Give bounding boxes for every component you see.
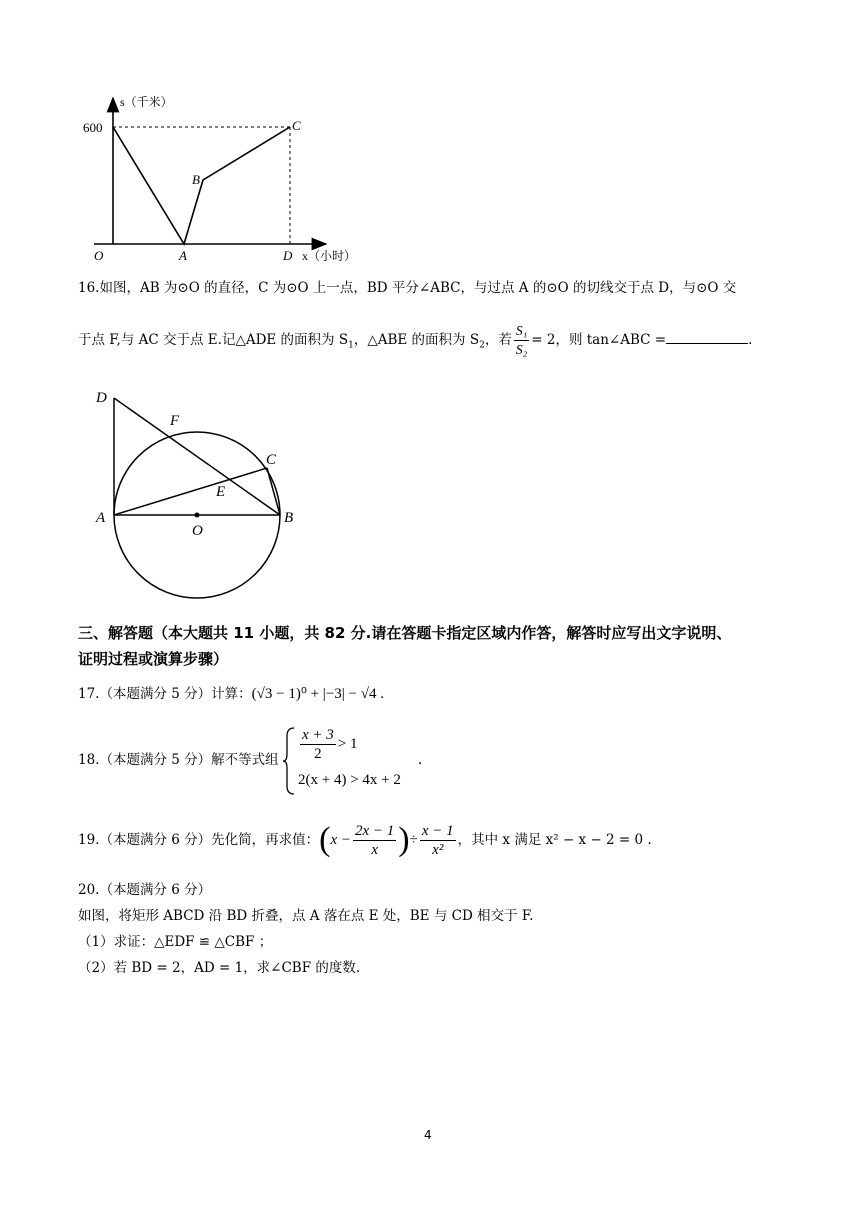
q18-brace <box>282 726 296 796</box>
q19-frac2-num: x − 1 <box>421 822 454 839</box>
point-b-label: B <box>192 172 200 187</box>
label-o: O <box>192 523 203 539</box>
q19-div: ÷ <box>409 832 418 848</box>
q19 <box>78 818 652 862</box>
q18-frac-den: 2 <box>314 746 322 762</box>
q17-prefix: 17.（本题满分 5 分）计算： <box>78 686 252 702</box>
q19-frac1 <box>353 822 396 859</box>
origin-label: O <box>94 248 104 263</box>
q16-sub1: 1 <box>348 340 354 351</box>
q18-prefix: 18.（本题满分 5 分）解不等式组 <box>78 752 279 768</box>
section3-heading-line2: 证明过程或演算步骤） <box>78 650 229 668</box>
q20-line3: （2）若 BD = 2，AD = 1，求∠CBF 的度数. <box>78 960 361 976</box>
q17 <box>78 684 384 704</box>
q16-line2-end: . <box>748 332 753 348</box>
label-e: E <box>216 484 226 500</box>
y-tick-600: 600 <box>83 120 103 135</box>
q19-frac2 <box>420 822 456 859</box>
q19-frac1-num: 2x − 1 <box>355 822 395 839</box>
q19-suffix: ，其中 x 满足 x² − x − 2 = 0 . <box>457 832 652 848</box>
q16-line2-if: ，若 <box>484 332 512 348</box>
q19-x: x − <box>330 832 352 848</box>
q18-frac <box>300 726 336 763</box>
q16-line1: 16.如图，AB 为⊙O 的直径，C 为⊙O 上一点，BD 平分∠ABC，与过点 A 的⊙O 的切线交于点 D，与⊙O 交 <box>78 280 737 296</box>
label-b: B <box>284 510 294 526</box>
x-axis-label: x（小时） <box>302 249 357 263</box>
segment-ac <box>114 468 267 515</box>
path-line <box>113 127 290 244</box>
q18-ineq1-rhs: > 1 <box>337 735 358 752</box>
label-c: C <box>266 452 277 468</box>
q16-line2 <box>78 322 752 359</box>
circle-figure <box>90 380 310 595</box>
q20-line1: 如图，将矩形 ABCD 沿 BD 折叠，点 A 落在点 E 处，BE 与 CD 相交于 F. <box>78 908 534 924</box>
point-d-label: D <box>283 248 293 263</box>
label-f: F <box>170 413 180 429</box>
point-c-label: C <box>292 118 301 133</box>
q20-prefix: 20.（本题满分 6 分） <box>78 882 212 898</box>
q17-expr: (√3 − 1)⁰ + |−3| − √4 . <box>251 686 384 702</box>
q16-frac-den: S₂ <box>515 342 528 357</box>
q18-ineq1 <box>298 726 358 763</box>
page-number: 4 <box>424 1128 432 1142</box>
point-a-label: A <box>179 248 187 263</box>
label-a: A <box>96 510 106 526</box>
q19-rparen: ) <box>398 821 410 858</box>
q16-fraction <box>514 322 529 359</box>
q18-end: . <box>418 752 423 768</box>
q19-lparen: ( <box>319 821 331 858</box>
q19-frac2-den: x² <box>432 841 444 858</box>
q19-frac1-den: x <box>371 841 378 858</box>
y-axis-label: s（千米） <box>120 95 173 109</box>
q20-line2: （1）求证：△EDF ≌ △CBF ； <box>78 934 273 950</box>
q16-line2-then: ，则 tan∠ABC = <box>555 332 667 348</box>
label-d: D <box>96 390 107 406</box>
q19-prefix: 19.（本题满分 6 分）先化简，再求值： <box>78 832 320 848</box>
q16-line2-pre: 于点 F,与 AC 交于点 E.记△ADE 的面积为 S <box>78 332 349 348</box>
q18-frac-num: x + 3 <box>302 727 334 743</box>
q16-frac-num: S₁ <box>514 322 529 341</box>
q16-frac-eq: = 2 <box>531 332 556 348</box>
distance-time-graph <box>80 92 357 272</box>
q16-sub2: 2 <box>479 340 485 351</box>
q18-ineq2: 2(x + 4) > 4x + 2 <box>298 772 401 788</box>
center-dot <box>195 513 200 518</box>
q16-line2-mid: ，△ABE 的面积为 S <box>353 332 480 348</box>
section3-heading-line1: 三、解答题（本大题共 11 小题，共 82 分.请在答题卡指定区域内作答，解答时应写出文字说明、 <box>78 624 732 642</box>
answer-blank <box>666 329 748 344</box>
